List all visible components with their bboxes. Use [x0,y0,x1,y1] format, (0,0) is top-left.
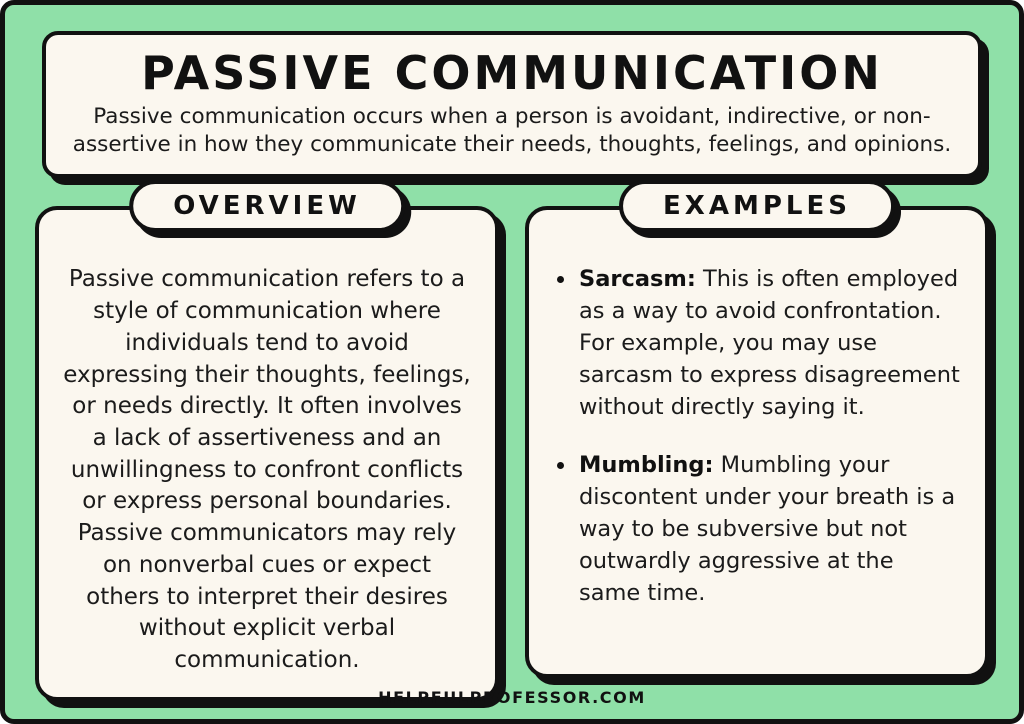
section-title-overview: OVERVIEW [173,191,361,222]
header-card [42,31,982,178]
list-item [553,264,961,424]
example-term: Mumbling: [579,452,714,479]
examples-card [525,206,989,678]
page-subtitle: Passive communication occurs when a person is avoidant, indirective, or non-assertive in how they communicate their needs, thoughts, feelings, and opinions. [72,104,952,157]
examples-title-pill [619,180,895,232]
overview-card [35,206,499,701]
overview-body: Passive communication refers to a style of communication where individuals tend to avoid expressing their thoughts, feelings, or needs directly. It often involves a lack of assertiveness and an unwillingness to confront conflicts or express personal boundaries. Passive communicators may rely on nonverbal cues or expect others to interpret their desires without explicit verbal communication. [63,266,471,674]
examples-column [525,191,989,678]
example-term: Sarcasm: [579,266,696,293]
overview-column [35,191,499,701]
list-item [553,450,961,610]
example-text: Mumbling your discontent under your breath is a way to be subversive but not outwardly aggressive at the same time. [579,452,956,606]
example-text: This is often employed as a way to avoid confrontation. For example, you may use sarcasm to express disagreement without directly saying it. [579,266,960,421]
section-title-examples: EXAMPLES [663,191,851,222]
content-columns [35,191,989,701]
page-title: PASSIVE COMMUNICATION [141,46,883,100]
footer-credit: HELPFULPROFESSOR.COM [378,688,646,707]
overview-title-pill [129,180,405,232]
examples-list [553,264,961,609]
